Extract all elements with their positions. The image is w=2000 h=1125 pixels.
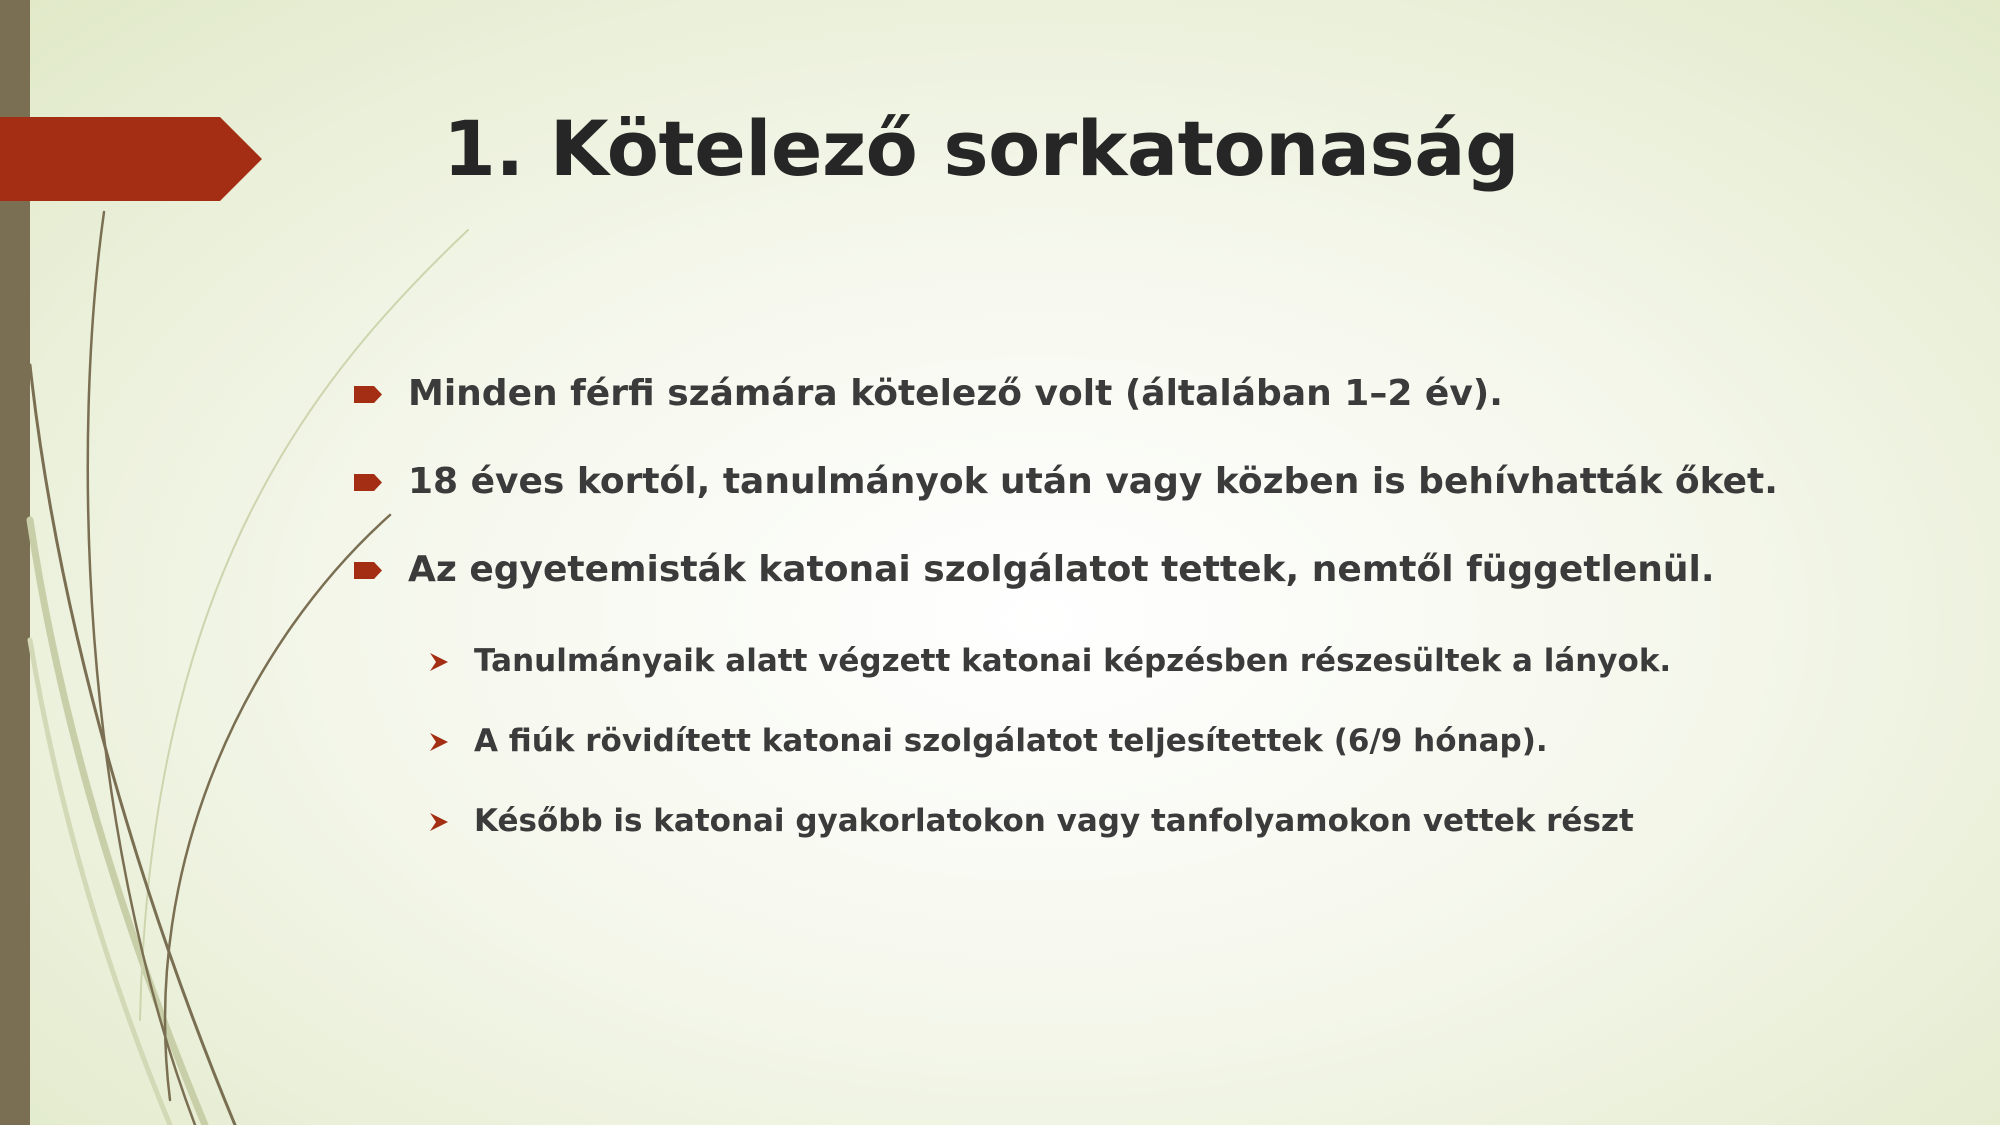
bullet-text: Minden férfi számára kötelező volt (általában 1–2 év).: [408, 373, 1503, 414]
bullet-item: [350, 536, 1950, 624]
chevron-right-icon: [428, 651, 450, 673]
bullet-text: Az egyetemisták katonai szolgálatot tettek, nemtől függetlenül.: [408, 549, 1715, 590]
chevron-right-icon: [428, 731, 450, 753]
arrow-bullet-icon: [354, 562, 382, 579]
sub-bullet-item: [350, 630, 1950, 710]
sub-bullet-item: [350, 790, 1950, 870]
bullet-item: [350, 448, 1950, 536]
title-arrow-banner: [0, 117, 262, 201]
arrow-bullet-icon: [354, 386, 382, 403]
curve-light-1: [30, 520, 205, 1125]
sub-bullet-text: A fiúk rövidített katonai szolgálatot teljesítettek (6/9 hónap).: [474, 723, 1548, 759]
chevron-right-icon: [428, 811, 450, 833]
slide-title: 1. Kötelező sorkatonaság: [443, 104, 1519, 193]
sub-bullet-text: Tanulmányaik alatt végzett katonai képzésben részesültek a lányok.: [474, 643, 1672, 679]
curve-dark-1: [30, 365, 235, 1125]
bullet-list: [350, 360, 1950, 870]
bullet-item: [350, 360, 1950, 448]
sub-bullet-item: [350, 710, 1950, 790]
bullet-text: 18 éves kortól, tanulmányok után vagy közben is behívhatták őket.: [408, 461, 1778, 502]
arrow-bullet-icon: [354, 474, 382, 491]
sub-bullet-text: Később is katonai gyakorlatokon vagy tanfolyamokon vettek részt: [474, 803, 1634, 839]
